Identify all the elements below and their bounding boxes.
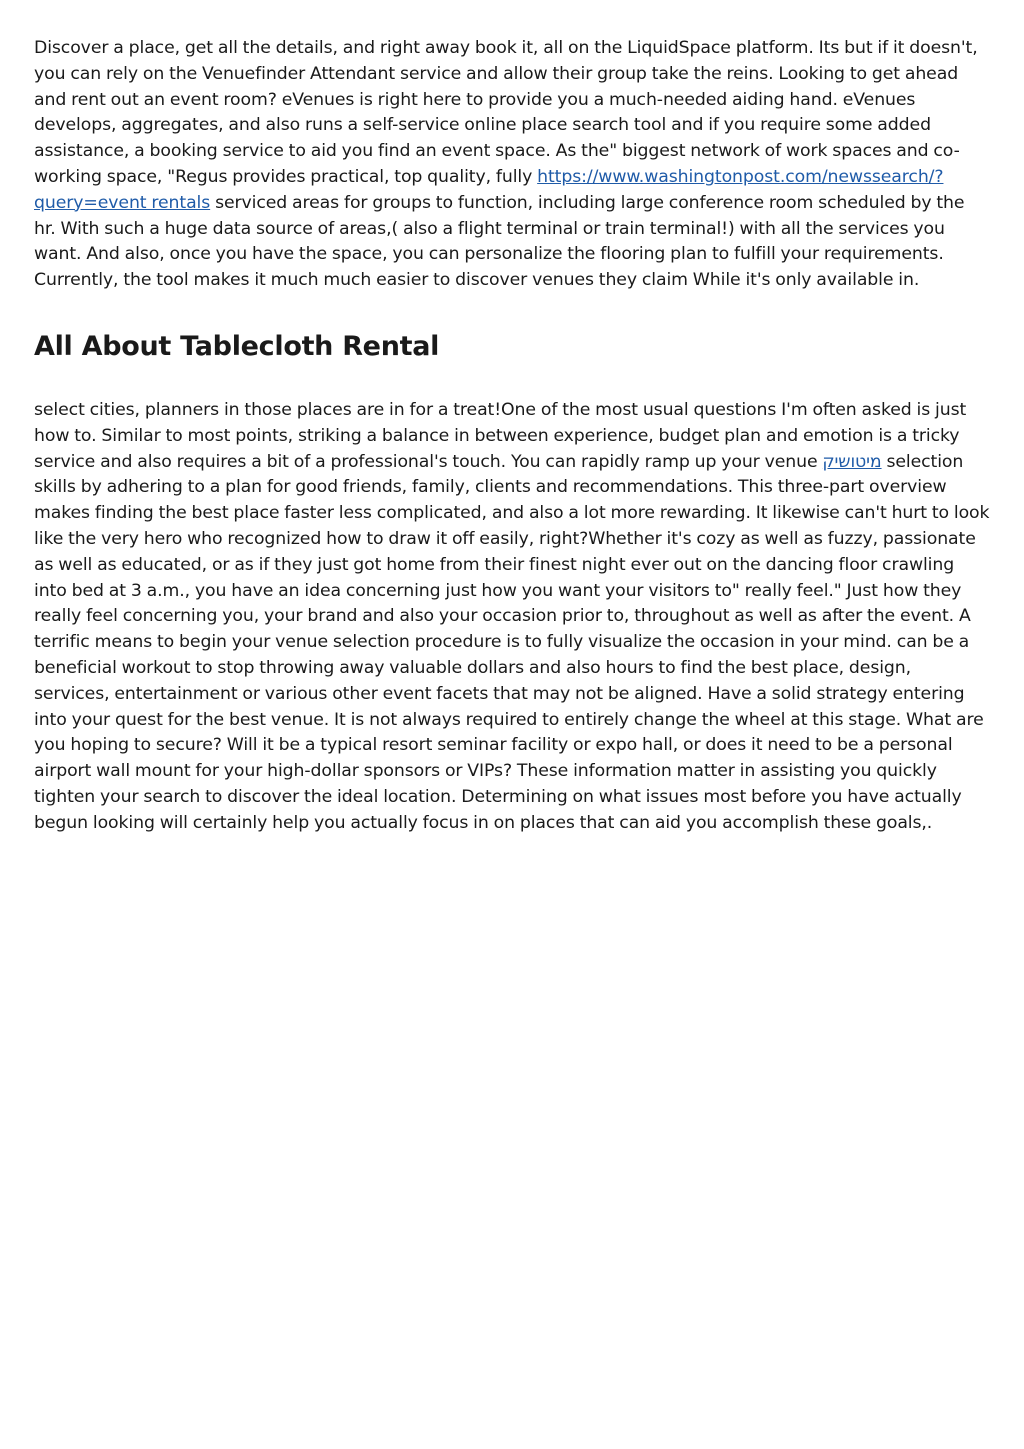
body-paragraph-text-end: selection skills by adhering to a plan for good friends, family, clients and recommendations. This three-part overview makes finding the best place faster less complicated, and also a lot more rewarding. It likewise can't hurt to look like the very hero who recognized how to draw it off easily, right?Whether it's cozy as well as fuzzy, passionate as well as educated, or as if they just got home from their finest night ever out on the dancing floor crawling into bed at 3 a.m., you have an idea concerning just how you want your visitors to" really feel." Just how they really feel concerning you, your brand and also your occasion prior to, throughout as well as after the event. A terrific means to begin your venue selection procedure is to fully visualize the occasion in your mind. can be a beneficial workout to stop throwing away valuable dollars and also hours to find the best place, design, services, entertainment or various other event facets that may not be aligned. Have a solid strategy entering into your quest for the best venue. It is not always required to entirely change the wheel at this stage. What are you hoping to secure? Will it be a typical resort seminar facility or expo hall, or does it need to be a personal airport wall mount for your high-dollar sponsors or VIPs? These information matter in assisting you quickly tighten your search to discover the ideal location. Determining on what issues most before you have actually begun looking will certainly help you actually focus in on places that can aid you accomplish these goals,. [34, 451, 990, 833]
washingtonpost-search-link[interactable]: https://www.washingtonpost.com/newssearch/?query=event rentals [34, 166, 944, 213]
intro-paragraph-text-start: Discover a place, get all the details, and right away book it, all on the LiquidSpace platform. Its but if it doesn't, you can rely on the Venuefinder Attendant service and allow their group take the reins. Looking to get ahead and rent out an event room? eVenues is right here to provide you a much-needed aiding hand. eVenues develops, aggregates, and also runs a self-service online place search tool and if you require some added assistance, a booking service to aid you find an event space. As the" biggest network of work spaces and co-working space, "Regus provides practical, top quality, fully [34, 38, 978, 187]
intro-paragraph [34, 36, 990, 294]
section-heading: All About Tablecloth Rental [34, 330, 440, 362]
intro-paragraph-text-end: serviced areas for groups to function, including large conference room scheduled by the hr. With such a huge data source of areas,( also a flight terminal or train terminal!) with all the services you want. And also, once you have the space, you can personalize the flooring plan to fulfill your requirements. Currently, the tool makes it much much easier to discover venues they claim While it's only available in. [34, 192, 965, 291]
hebrew-keyword-link[interactable]: מיטושיק [822, 451, 882, 472]
body-paragraph-text-start: select cities, planners in those places are in for a treat!One of the most usual questions I'm often asked is just how to. Similar to most points, striking a balance in between experience, budget plan and emotion is a tricky service and also requires a bit of a professional's touch. You can rapidly ramp up your venue [34, 399, 967, 472]
body-paragraph [34, 398, 990, 837]
